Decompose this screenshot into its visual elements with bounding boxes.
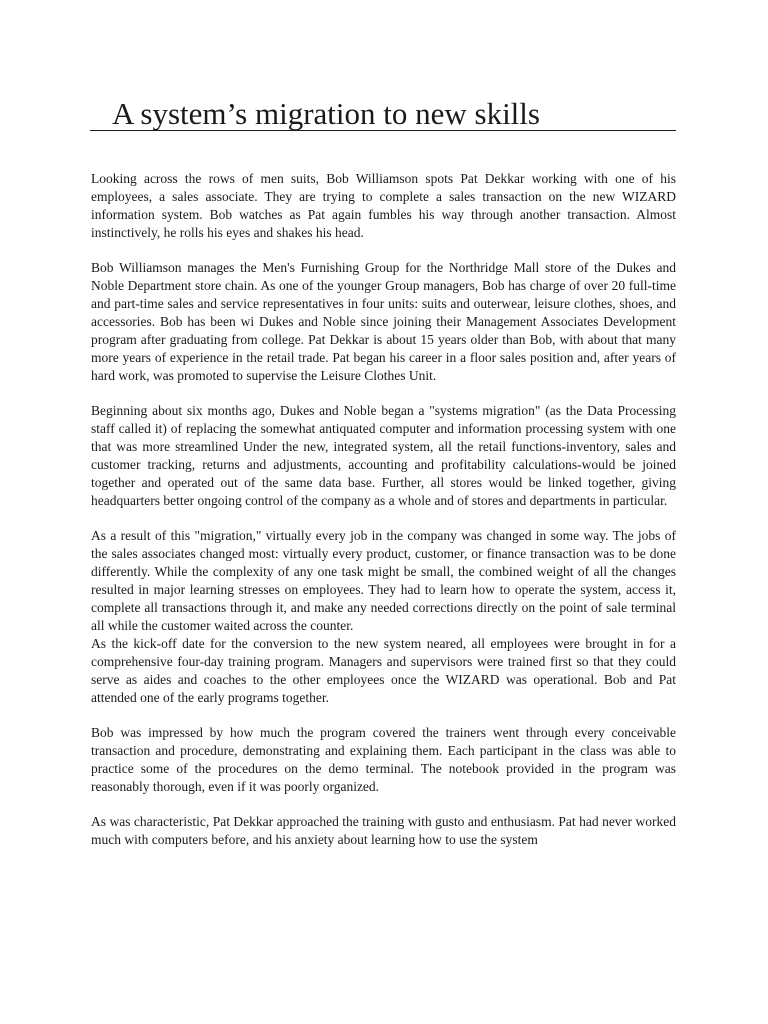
paragraph-4: As a result of this "migration," virtually every job in the company was changed in some way. The jobs of the sales associates changed most: virtually every product, customer, or finance transaction was to be done differently. While the complexity of any one task might be small, the combined weight of all the changes resulted in major learning stresses on employees. They had to learn how to operate the system, access it, complete all transactions through it, and make any needed corrections directly on the point of sale terminal all while the customer waited across the counter. <box>91 528 676 633</box>
paragraph-2: Bob Williamson manages the Men's Furnishing Group for the Northridge Mall store of the Dukes and Noble Department store chain. As one of the younger Group managers, Bob has charge of over 20 full-time and part-time sales and service representatives in four units: suits and outerwear, leisure clothes, shoes, and accessories. Bob has been wi Dukes and Noble since joining their Management Associates Development program after graduating from college. Pat Dekkar is about 15 years older than Bob, with about that many more years of experience in the retail trade. Pat began his career in a floor sales position and, after years of hard work, was promoted to supervise the Leisure Clothes Unit. <box>91 260 676 383</box>
title-block <box>90 88 676 134</box>
paragraph-7: As was characteristic, Pat Dekkar approached the training with gusto and enthusiasm. Pat had never worked much with computers before, and his anxiety about learning how to use the system <box>91 814 676 847</box>
document-body <box>91 170 676 866</box>
paragraph-5: As the kick-off date for the conversion to the new system neared, all employees were brought in for a comprehensive four-day training program. Managers and supervisors were trained first so that they could serve as aides and coaches to the other employees once the WIZARD was operational. Bob and Pat attended one of the early programs together. <box>91 636 676 705</box>
paragraph-1: Looking across the rows of men suits, Bob Williamson spots Pat Dekkar working with one of his employees, a sales associate. They are trying to complete a sales transaction on the new WIZARD information system. Bob watches as Pat again fumbles his way through another transaction. Almost instinctively, he rolls his eyes and shakes his head. <box>91 171 676 240</box>
paragraph-6: Bob was impressed by how much the program covered the trainers went through every conceivable transaction and procedure, demonstrating and explaining them. Each participant in the class was able to practice some of the procedures on the demo terminal. The notebook provided in the program was reasonably thorough, even if it was poorly organized. <box>91 725 676 794</box>
document-title: A system’s migration to new skills <box>112 96 540 131</box>
paragraph-3: Beginning about six months ago, Dukes and Noble began a "systems migration" (as the Data Processing staff called it) of replacing the somewhat antiquated computer and information processing system with one that was more streamlined Under the new, integrated system, all the retail functions-inventory, sales and customer tracking, returns and adjustments, accounting and profitability calculations-would be joined together and operated out of the same data base. Further, all stores would be linked together, giving headquarters better ongoing control of the company as a whole and of stores and departments in particular. <box>91 403 676 508</box>
title-underline <box>90 130 676 131</box>
